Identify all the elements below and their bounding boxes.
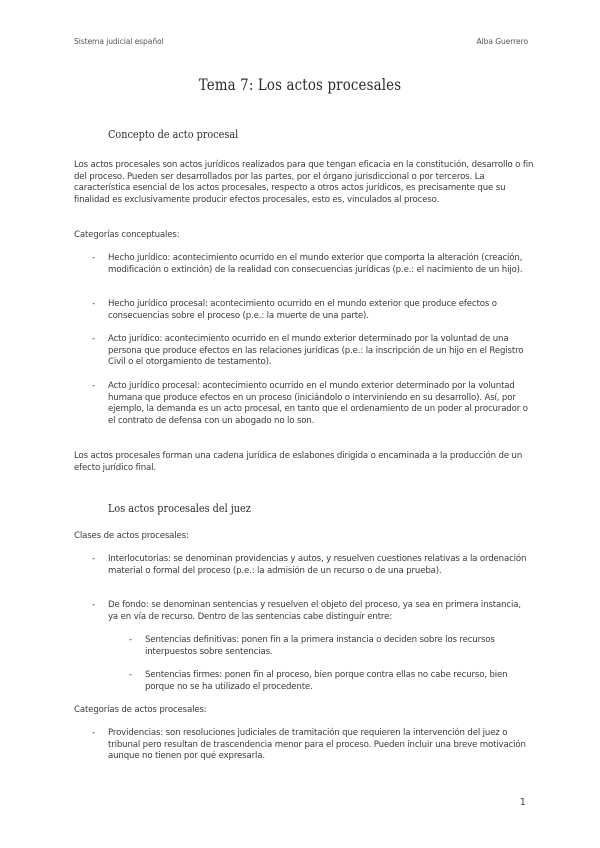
sub-bullet-dash: - [129,635,133,645]
bullet-dash: - [92,334,96,344]
bullet-dash: - [92,600,96,610]
page-title: Tema 7: Los actos procesales [198,76,402,94]
section-heading-juez: Los actos procesales del juez [108,502,251,515]
sublist-item-firmes: Sentencias firmes: ponen fin al proceso, bien porque contra ellas no cabe recurso, bien porque no se ha utilizado el procedente. [145,670,508,692]
bullet-dash: - [92,728,96,738]
page-number: 1 [519,797,526,808]
list-item-interlocutorias: Interlocutorias: se denominan providencias y autos, y resuelven cuestiones relativas a la ordenación material o formal del proceso (p.e.: la admisión de un recurso o de una prueba). [108,554,527,576]
header-right: Alba Guerrero [476,37,528,46]
bullet-dash: - [92,381,96,391]
list-item-providencias: Providencias: son resoluciones judiciales de tramitación que requieren la intervención del juez o tribunal pero resultan de trascendencia menor para el proceso. Pueden incluir una breve motivación aunque no tienen por qué expresarla. [108,728,526,762]
list-item-acto-juridico: Acto jurídico: acontecimiento ocurrido en el mundo exterior determinado por la voluntad de una persona que produce efectos en las relaciones jurídicas (p.e.: la inscripción de un hijo en el Registro Civil o el otorgamiento de testamento). [108,334,524,368]
bullet-dash: - [92,299,96,309]
sub-bullet-dash: - [129,670,133,680]
list-item-de-fondo: De fondo: se denominan sentencias y resuelven el objeto del proceso, ya sea en primera instancia, ya en vía de recurso. Dentro de las sentencias cabe distinguir entre: [108,600,521,622]
intro-paragraph: Los actos procesales son actos jurídicos realizados para que tengan eficacia en la constitución, desarrollo o fin del proceso. Pueden ser desarrollados por las partes, por el órgano jurisdiccional o por terceros. La característica esencial de los actos procesales, respecto a otros actos jurídicos, es precisamente que su finalidad es exclusivamente producir efectos procesales, esto es, vinculados al proceso. [74,160,534,205]
sublist-item-definitivas: Sentencias definitivas: ponen fin a la primera instancia o deciden sobre los recursos interpuestos sobre sentencias. [145,635,495,657]
list-item-acto-procesal: Acto jurídico procesal: acontecimiento ocurrido en el mundo exterior determinado por la voluntad humana que produce efectos en un proceso (iniciándolo o interviniendo en su desarrollo). Así, por ejemplo, la demanda es un acto procesal, en tanto que el ordenamiento de un poder al procurador o el contrato de defensa con un abogado no lo son. [108,381,528,426]
section-heading-concepto: Concepto de acto procesal [108,128,239,141]
header-left: Sistema judicial español [74,37,164,46]
bullet-dash: - [92,253,96,263]
list-item-hecho-procesal: Hecho jurídico procesal: acontecimiento ocurrido en el mundo exterior que produce efectos o consecuencias sobre el proceso (p.e.: la muerte de una parte). [108,299,497,321]
classes-label: Clases de actos procesales: [74,531,189,541]
categories-label: Categorías conceptuales: [74,230,180,240]
closing-paragraph: Los actos procesales forman una cadena jurídica de eslabones dirigida o encaminada a la producción de un efecto jurídico final. [74,451,523,473]
list-item-hecho-juridico: Hecho jurídico: acontecimiento ocurrido en el mundo exterior que comporta la alteración (creación, modificación o extinción) de la realidad con consecuencias jurídicas (p.e.: el nacimiento de un hijo). [108,253,523,275]
bullet-dash: - [92,554,96,564]
categories-actos-label: Categorías de actos procesales: [74,705,207,715]
